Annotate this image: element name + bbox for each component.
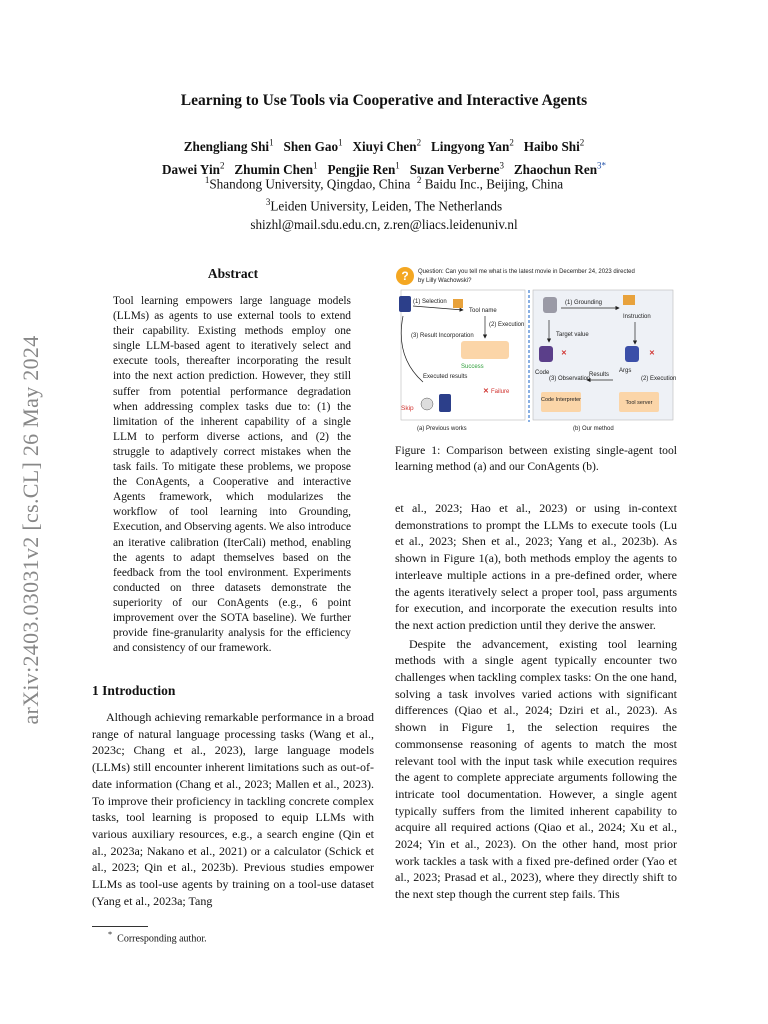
fig-results: Results bbox=[589, 372, 610, 378]
intro-paragraph-1: Although achieving remarkable performance in a broad range of natural language processing tasks (Wang et al., 2023c; Chang et al., 2023), large language models (LLMs) still encounter inherent limitations such as out-of-date information (Chang et al., 2023; Mallen et al., 2023). To improve their proficiency in tackling concrete complex tasks, tool learning is proposed to equip LLMs with various auxiliary resources, e.g., a search engine (Qin et al., 2023a; Nakano et al., 2021) or a calculator (Schick et al., 2023; Qin et al., 2023b). Previous studies empower LLMs as tool-use agents by training on a tool-use dataset (Yang et al., 2023a; Tang bbox=[92, 710, 374, 908]
author-name: Zhumin Chen$^1$ bbox=[234, 160, 318, 177]
author-name: Suzan Verberne$^3$ bbox=[409, 160, 504, 177]
fig-result-incorp: (3) Result Incorporation bbox=[411, 333, 474, 339]
author-name: Zhengliang Shi$^1$ bbox=[183, 138, 274, 155]
svg-text:?: ? bbox=[401, 269, 409, 283]
fig-label-b: (b) Our method bbox=[573, 426, 614, 432]
fig-code-interpreter: Code Interpreter bbox=[540, 397, 582, 403]
footnote bbox=[108, 930, 207, 944]
intro-left-column bbox=[92, 709, 374, 909]
intro-paragraph-2: et al., 2023; Hao et al., 2023) or using in-context demonstrations to prompt the LLMs to execute tools (Lu et al., 2023; Shen et al., 2023; Yang et al., 2023b). As shown in Figure 1(a), both methods employ the agents to interleave multiple actions in a pre-defined order, where the agents iteratively select a proper tool, pass arguments for execution, and incorporate the execution results into the next action prediction until they derive the answer. bbox=[395, 501, 677, 632]
affiliation-1: Shandong University, Qingdao, China bbox=[209, 176, 411, 192]
fig-exec-left: (2) Execution bbox=[489, 322, 525, 328]
section-heading-introduction: 1 Introduction bbox=[92, 683, 176, 698]
affiliation-line-2: $^3$Leiden University, Leiden, The Netherlands bbox=[265, 197, 503, 214]
author-line-1 bbox=[0, 134, 768, 156]
figure-question-line1: Question: Can you tell me what is the latest movie in December 24, 2023 directed bbox=[418, 269, 635, 275]
figure-1-diagram bbox=[393, 262, 678, 434]
fig-tool-name: Tool name bbox=[469, 308, 497, 314]
intro-right-column bbox=[395, 500, 677, 903]
fig-exec-right: (2) Execution bbox=[641, 376, 677, 382]
author-name: Pengjie Ren$^1$ bbox=[327, 160, 400, 177]
affiliations bbox=[0, 171, 768, 234]
observing-agent-icon bbox=[539, 346, 553, 362]
toolbox-icon-b bbox=[623, 295, 635, 305]
author-name: Dawei Yin$^2$ bbox=[161, 160, 225, 177]
fig-failure: Failure bbox=[491, 389, 510, 395]
footnote-rule bbox=[92, 926, 148, 927]
tool-box-left bbox=[461, 341, 509, 359]
figure-question-line2: by Lilly Wachowski? bbox=[418, 278, 472, 284]
figure-1 bbox=[393, 262, 678, 434]
fig-args: Args bbox=[619, 368, 632, 374]
svg-text:✕: ✕ bbox=[483, 388, 489, 395]
executed-icon bbox=[421, 398, 433, 410]
toolbox-icon bbox=[453, 299, 463, 308]
fig-label-a: (a) Previous works bbox=[417, 426, 467, 432]
fig-tool-server: Tool server bbox=[625, 400, 653, 406]
author-name: Lingyong Yan$^2$ bbox=[431, 138, 514, 155]
fig-observation: (3) Observation bbox=[549, 376, 591, 382]
grounding-agent-icon bbox=[543, 297, 557, 313]
author-name: Haibo Shi$^2$ bbox=[523, 138, 585, 155]
abstract-text: Tool learning empowers large language models (LLMs) as agents to use external tools to extend their capability. Existing methods employ one single LLM-based agent to iteratively select and execute tools, thereafter incorporating the result into the next action prediction. However, they still suffer from potential performance degradation when addressing complex tasks due to: (1) the limitation of the inherent capability of a single LLM to perform diverse actions, and (2) the struggle to adaptively correct mistakes when the task fails. To mitigate these problems, we propose the ConAgents, a Cooperative and interactive Agents framework, which modularizes the workflow of tool learning into Grounding, Execution, and Observing agents. We also introduce an iterative calibration (IterCali) method, enabling the agents to adapt themselves based on the feedback from the tool environment. Experiments conducted on three datasets demonstrate the superiority of our ConAgents (e.g., 6 point improvement over the SOTA baseline). We further provide fine-granularity analysis for the efficiency and consistency of our framework. bbox=[113, 295, 352, 655]
fig-target-value: Target value bbox=[556, 332, 589, 338]
agent-icon-a2 bbox=[439, 394, 451, 412]
figure-1-caption: Figure 1: Comparison between existing single-agent tool learning method (a) and our ConAgents (b). bbox=[395, 444, 677, 473]
author-emails: shizhl@mail.sdu.edu.cn, z.ren@liacs.leidenuniv.nl bbox=[250, 216, 518, 232]
fig-executed-results: Executed results bbox=[423, 374, 468, 380]
arxiv-id-text: arXiv:2403.03031v2 [cs.CL] 26 May 2024 bbox=[18, 335, 43, 725]
fig-success: Success bbox=[461, 364, 484, 370]
arxiv-identifier bbox=[6, 310, 56, 750]
fig-instruction: Instruction bbox=[623, 314, 651, 320]
fig-selection: (1) Selection bbox=[413, 299, 447, 305]
fig-skip: Skip bbox=[401, 405, 414, 412]
svg-text:✕: ✕ bbox=[561, 350, 567, 357]
affiliation-2: Baidu Inc., Beijing, China bbox=[424, 176, 564, 192]
affiliation-line-1: $^1$Shandong University, Qingdao, China $^2$ Baidu Inc., Beijing, China bbox=[204, 175, 564, 192]
execution-agent-icon bbox=[625, 346, 639, 362]
author-name: Shen Gao$^1$ bbox=[283, 138, 343, 155]
svg-text:✕: ✕ bbox=[649, 350, 655, 357]
fig-grounding: (1) Grounding bbox=[565, 300, 603, 306]
author-name: Xiuyi Chen$^2$ bbox=[352, 138, 422, 155]
abstract-heading: Abstract bbox=[207, 266, 259, 281]
intro-paragraph-3: Despite the advancement, existing tool learning methods with a single agent typically encounter two challenges when tackling complex tasks: On the one hand, solving a task involves varied actions with significant differences (Qiao et al., 2024; Dziri et al., 2023). As shown in Figure 1, the selection requires the commonsense reasoning of agents to match the most relevant tool with the input task while execution requires the agent to complete appreciate arguments following the intricate tool documentation. However, a single agent typically suffers from the limited inherent capability to acquire all required actions (Qiao et al., 2024; Xu et al., 2024; Yin et al., 2023). On the other hand, most prior work tackles a task with a fixed pre-defined order (Yao et al., 2023; Prasad et al., 2023), where they directly shift to the next step though the current step fails. This bbox=[395, 636, 677, 902]
affiliation-3: Leiden University, Leiden, The Netherlands bbox=[270, 198, 503, 214]
agent-icon-a bbox=[399, 296, 411, 312]
fig-code: Code bbox=[535, 370, 550, 376]
footnote-text: Corresponding author. bbox=[117, 933, 207, 945]
footnote-marker: * bbox=[108, 930, 113, 939]
author-name: Zhaochun Ren$^{3*}$ bbox=[513, 160, 607, 177]
paper-title: Learning to Use Tools via Cooperative and Interactive Agents bbox=[180, 92, 588, 109]
